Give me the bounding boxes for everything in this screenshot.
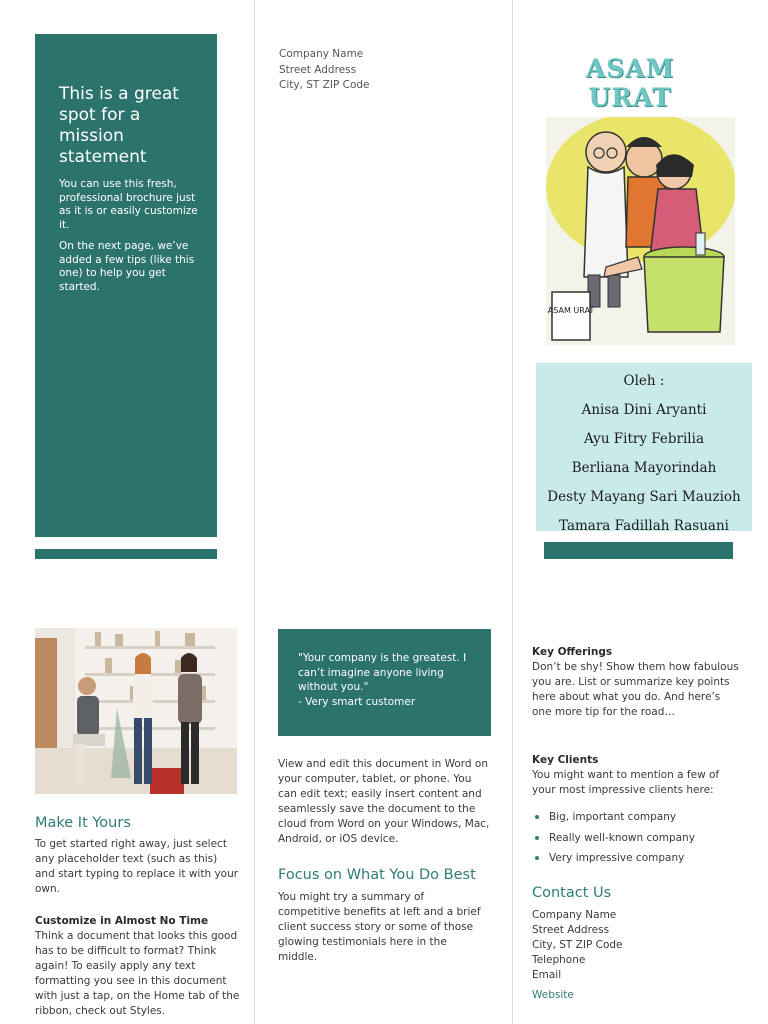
contact-website-link[interactable]: Website (532, 989, 574, 1001)
contact-telephone[interactable]: Telephone (532, 954, 586, 966)
make-it-yours-heading[interactable]: Make It Yours (35, 815, 131, 831)
mission-paragraph-2[interactable]: On the next page, we’ve added a few tips (like this one) to help you get started. (59, 240, 195, 293)
focus-text[interactable]: You might try a summary of competitive benefits at left and a brief client success story or some of those glowing testimonials here in the middle. (278, 891, 481, 963)
testimonial-quote[interactable]: "Your company is the greatest. I can’t imagine anyone living without you." (298, 652, 467, 693)
key-offerings-heading[interactable]: Key Offerings (532, 646, 613, 658)
author-name[interactable]: Desty Mayang Sari Mauzioh (547, 489, 741, 505)
customize-text[interactable]: Think a document that looks this good has to be difficult to format? Think again! To easily apply any text formatting you see in this document with just a tap, on the Home tab of the ribbon, check out Styles. (35, 930, 240, 1017)
team-photo (35, 628, 237, 794)
customize-heading[interactable]: Customize in Almost No Time (35, 915, 209, 927)
key-offerings-section (532, 645, 742, 720)
contact-company-name[interactable]: Company Name (532, 909, 617, 921)
author-name[interactable]: Berliana Mayorindah (571, 460, 717, 476)
brochure-title[interactable]: ASAM URAT (585, 54, 675, 112)
focus-heading[interactable]: Focus on What You Do Best (278, 867, 476, 883)
customize-section (35, 914, 240, 1019)
contact-email[interactable]: Email (532, 969, 562, 981)
authors-label[interactable]: Oleh : (623, 373, 665, 389)
authors-box (536, 363, 752, 534)
address-street[interactable]: Street Address (279, 63, 357, 76)
list-item[interactable]: Very impressive company (532, 848, 695, 869)
panel-divider-right (512, 0, 513, 1024)
make-it-yours-text[interactable]: To get started right away, just select any placeholder text (such as this) and start typing to replace it with your own. (35, 838, 239, 895)
key-offerings-text[interactable]: Don’t be shy! Show them how fabulous you are. List or summarize key points here about what you do. And here’s one more tip for the road… (532, 661, 739, 718)
key-clients-section (532, 753, 742, 798)
gout-cartoon-illustration (546, 117, 735, 345)
key-clients-text[interactable]: You might want to mention a few of your most impressive clients here: (532, 769, 720, 796)
testimonial-box (278, 629, 491, 736)
cartoon-sign-text: ASAM URAT (547, 306, 595, 315)
contact-city[interactable]: City, ST ZIP Code (532, 939, 623, 951)
list-item[interactable]: Really well-known company (532, 828, 695, 849)
author-name[interactable]: Ayu Fitry Febrilia (583, 431, 704, 447)
return-address (279, 47, 370, 94)
right-accent-bar (544, 542, 733, 559)
author-name[interactable]: Anisa Dini Aryanti (581, 402, 707, 418)
author-name[interactable]: Tamara Fadillah Rasuani (559, 518, 729, 534)
mission-statement-box (35, 34, 217, 537)
contact-details (532, 908, 623, 983)
testimonial-author[interactable]: - Very smart customer (298, 695, 416, 708)
address-company-name[interactable]: Company Name (279, 48, 364, 60)
address-city[interactable]: City, ST ZIP Code (279, 79, 370, 91)
list-item[interactable]: Big, important company (532, 807, 695, 828)
panel-divider-left (254, 0, 255, 1024)
view-edit-text[interactable]: View and edit this document in Word on your computer, tablet, or phone. You can edit text; easily insert content and seamlessly save the document to the cloud from Word on your Windows, Mac, Android, or iOS device. (278, 758, 490, 845)
key-clients-heading[interactable]: Key Clients (532, 754, 599, 766)
contact-street[interactable]: Street Address (532, 924, 610, 936)
mission-title[interactable]: This is a great spot for a mission statement (59, 84, 179, 167)
left-accent-bar (35, 549, 217, 559)
contact-us-heading[interactable]: Contact Us (532, 885, 612, 901)
mission-paragraph-1[interactable]: You can use this fresh, professional brochure just as it is or easily customize it. (59, 178, 198, 231)
clients-list (532, 807, 695, 869)
